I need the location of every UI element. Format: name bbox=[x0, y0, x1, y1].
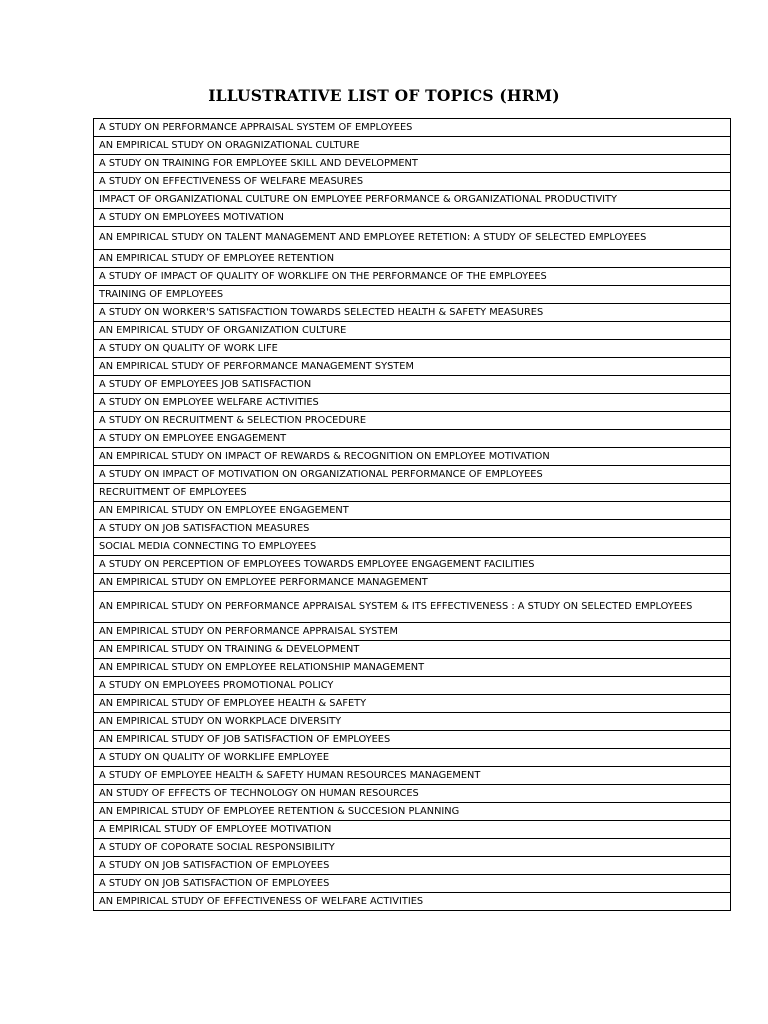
table-row bbox=[94, 322, 731, 340]
table-row bbox=[94, 574, 731, 592]
topic-cell: A STUDY ON TRAINING FOR EMPLOYEE SKILL AND DEVELOPMENT bbox=[94, 155, 731, 173]
topic-cell: A STUDY ON JOB SATISFACTION OF EMPLOYEES bbox=[94, 857, 731, 875]
table-row bbox=[94, 173, 731, 191]
topic-cell: A STUDY ON EMPLOYEES PROMOTIONAL POLICY bbox=[94, 677, 731, 695]
topic-cell: A STUDY ON PERFORMANCE APPRAISAL SYSTEM OF EMPLOYEES bbox=[94, 119, 731, 137]
topic-cell: AN EMPIRICAL STUDY ON IMPACT OF REWARDS & RECOGNITION ON EMPLOYEE MOTIVATION bbox=[94, 448, 731, 466]
table-row bbox=[94, 268, 731, 286]
topic-cell: A STUDY OF COPORATE SOCIAL RESPONSIBILITY bbox=[94, 839, 731, 857]
table-row bbox=[94, 448, 731, 466]
topic-cell: AN EMPIRICAL STUDY ON PERFORMANCE APPRAISAL SYSTEM bbox=[94, 623, 731, 641]
topic-cell: AN EMPIRICAL STUDY ON EMPLOYEE PERFORMANCE MANAGEMENT bbox=[94, 574, 731, 592]
topic-cell: A STUDY OF EMPLOYEE HEALTH & SAFETY HUMAN RESOURCES MANAGEMENT bbox=[94, 767, 731, 785]
table-row bbox=[94, 209, 731, 227]
topic-cell: AN EMPIRICAL STUDY ON PERFORMANCE APPRAISAL SYSTEM & ITS EFFECTIVENESS : A STUDY ON SELECTED EMPLOYEES bbox=[94, 592, 731, 623]
topic-cell: AN EMPIRICAL STUDY OF EFFECTIVENESS OF WELFARE ACTIVITIES bbox=[94, 893, 731, 911]
topic-cell: AN EMPIRICAL STUDY ON ORAGNIZATIONAL CULTURE bbox=[94, 137, 731, 155]
topic-cell: AN EMPIRICAL STUDY ON EMPLOYEE RELATIONSHIP MANAGEMENT bbox=[94, 659, 731, 677]
table-row bbox=[94, 556, 731, 574]
topic-cell: AN EMPIRICAL STUDY OF EMPLOYEE RETENTION bbox=[94, 250, 731, 268]
topic-cell: A STUDY ON IMPACT OF MOTIVATION ON ORGANIZATIONAL PERFORMANCE OF EMPLOYEES bbox=[94, 466, 731, 484]
topic-cell: TRAINING OF EMPLOYEES bbox=[94, 286, 731, 304]
topic-cell: A EMPIRICAL STUDY OF EMPLOYEE MOTIVATION bbox=[94, 821, 731, 839]
topic-cell: IMPACT OF ORGANIZATIONAL CULTURE ON EMPLOYEE PERFORMANCE & ORGANIZATIONAL PRODUCTIVITY bbox=[94, 191, 731, 209]
table-row bbox=[94, 538, 731, 556]
topics-table bbox=[93, 118, 731, 911]
table-row bbox=[94, 191, 731, 209]
table-row bbox=[94, 304, 731, 322]
topic-cell: A STUDY ON EMPLOYEE ENGAGEMENT bbox=[94, 430, 731, 448]
topic-cell: A STUDY ON JOB SATISFACTION MEASURES bbox=[94, 520, 731, 538]
table-row bbox=[94, 659, 731, 677]
table-row bbox=[94, 767, 731, 785]
table-row bbox=[94, 286, 731, 304]
table-row bbox=[94, 785, 731, 803]
topic-cell: SOCIAL MEDIA CONNECTING TO EMPLOYEES bbox=[94, 538, 731, 556]
table-row bbox=[94, 340, 731, 358]
table-row bbox=[94, 376, 731, 394]
topic-cell: AN EMPIRICAL STUDY OF EMPLOYEE RETENTION & SUCCESION PLANNING bbox=[94, 803, 731, 821]
topic-cell: AN EMPIRICAL STUDY ON TRAINING & DEVELOPMENT bbox=[94, 641, 731, 659]
table-row bbox=[94, 641, 731, 659]
table-row bbox=[94, 155, 731, 173]
topic-cell: AN EMPIRICAL STUDY OF EMPLOYEE HEALTH & SAFETY bbox=[94, 695, 731, 713]
table-row bbox=[94, 857, 731, 875]
table-row bbox=[94, 358, 731, 376]
table-row bbox=[94, 394, 731, 412]
table-row bbox=[94, 430, 731, 448]
topic-cell: AN STUDY OF EFFECTS OF TECHNOLOGY ON HUMAN RESOURCES bbox=[94, 785, 731, 803]
table-row bbox=[94, 466, 731, 484]
table-row bbox=[94, 677, 731, 695]
table-row bbox=[94, 520, 731, 538]
page-title: ILLUSTRATIVE LIST OF TOPICS (HRM) bbox=[208, 86, 560, 105]
table-row bbox=[94, 484, 731, 502]
table-row bbox=[94, 893, 731, 911]
table-row bbox=[94, 119, 731, 137]
table-row bbox=[94, 137, 731, 155]
topic-cell: A STUDY ON WORKER'S SATISFACTION TOWARDS SELECTED HEALTH & SAFETY MEASURES bbox=[94, 304, 731, 322]
table-row bbox=[94, 592, 731, 623]
topic-cell: A STUDY ON EFFECTIVENESS OF WELFARE MEASURES bbox=[94, 173, 731, 191]
topic-cell: A STUDY ON PERCEPTION OF EMPLOYEES TOWARDS EMPLOYEE ENGAGEMENT FACILITIES bbox=[94, 556, 731, 574]
topic-cell: A STUDY ON JOB SATISFACTION OF EMPLOYEES bbox=[94, 875, 731, 893]
topic-cell: A STUDY OF IMPACT OF QUALITY OF WORKLIFE ON THE PERFORMANCE OF THE EMPLOYEES bbox=[94, 268, 731, 286]
topic-cell: A STUDY ON QUALITY OF WORKLIFE EMPLOYEE bbox=[94, 749, 731, 767]
topic-cell: A STUDY ON QUALITY OF WORK LIFE bbox=[94, 340, 731, 358]
table-row bbox=[94, 227, 731, 250]
table-row bbox=[94, 821, 731, 839]
topic-cell: AN EMPIRICAL STUDY ON EMPLOYEE ENGAGEMENT bbox=[94, 502, 731, 520]
topic-cell: AN EMPIRICAL STUDY ON WORKPLACE DIVERSITY bbox=[94, 713, 731, 731]
topic-cell: A STUDY OF EMPLOYEES JOB SATISFACTION bbox=[94, 376, 731, 394]
table-row bbox=[94, 839, 731, 857]
table-row bbox=[94, 695, 731, 713]
table-row bbox=[94, 713, 731, 731]
table-row bbox=[94, 623, 731, 641]
topic-cell: A STUDY ON EMPLOYEES MOTIVATION bbox=[94, 209, 731, 227]
topic-cell: RECRUITMENT OF EMPLOYEES bbox=[94, 484, 731, 502]
table-row bbox=[94, 412, 731, 430]
topic-cell: AN EMPIRICAL STUDY OF ORGANIZATION CULTURE bbox=[94, 322, 731, 340]
topic-cell: A STUDY ON EMPLOYEE WELFARE ACTIVITIES bbox=[94, 394, 731, 412]
topic-cell: AN EMPIRICAL STUDY OF PERFORMANCE MANAGEMENT SYSTEM bbox=[94, 358, 731, 376]
table-row bbox=[94, 250, 731, 268]
table-row bbox=[94, 749, 731, 767]
topic-cell: AN EMPIRICAL STUDY ON TALENT MANAGEMENT AND EMPLOYEE RETETION: A STUDY OF SELECTED EMPLOYEES bbox=[94, 227, 731, 250]
table-row bbox=[94, 731, 731, 749]
table-row bbox=[94, 875, 731, 893]
table-row bbox=[94, 502, 731, 520]
topic-cell: AN EMPIRICAL STUDY OF JOB SATISFACTION OF EMPLOYEES bbox=[94, 731, 731, 749]
topic-cell: A STUDY ON RECRUITMENT & SELECTION PROCEDURE bbox=[94, 412, 731, 430]
table-row bbox=[94, 803, 731, 821]
